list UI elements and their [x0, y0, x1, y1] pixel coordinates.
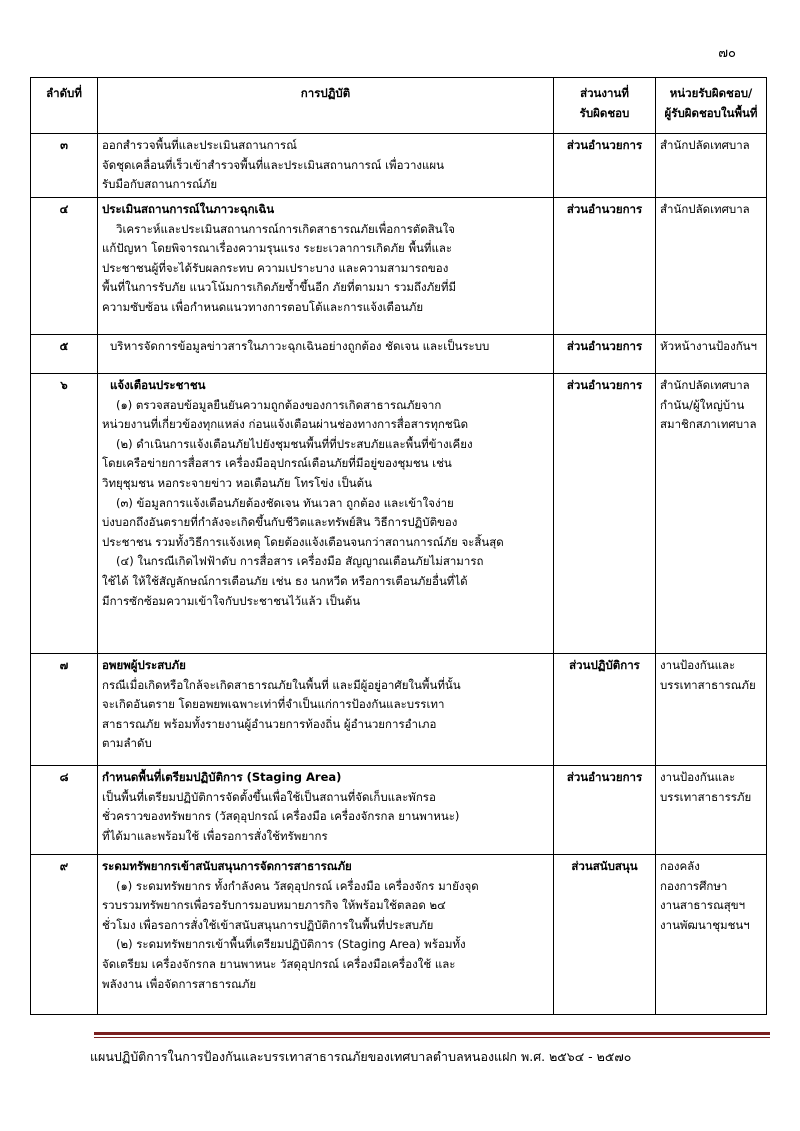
row-action: ออกสำรวจพื้นที่และประเมินสถานการณ์ จัดชุดเคลื่อนที่เร็วเข้าสำรวจพื้นที่และประเมินสถานการณ์ เพื่อวางแผน รับมือกับสถานการณ์ภัย	[98, 134, 554, 198]
row-responsible: กองคลัง กองการศึกษา งานสาธารณสุขฯ งานพัฒนาชุมชนฯ	[656, 855, 767, 1015]
row-agency: ส่วนสนับสนุน	[554, 855, 656, 1015]
row-number: ๔	[31, 198, 98, 335]
row-number: ๗	[31, 654, 98, 766]
row-agency: ส่วนอำนวยการ	[554, 766, 656, 855]
row-agency: ส่วนอำนวยการ	[554, 335, 656, 374]
row-agency: ส่วนปฏิบัติการ	[554, 654, 656, 766]
table-row	[31, 335, 767, 374]
row-action: กำหนดพื้นที่เตรียมปฏิบัติการ (Staging Area) เป็นพื้นที่เตรียมปฏิบัติการจัดตั้งขึ้นเพื่อใช้เป็นสถานที่จัดเก็บและพักรอ ชั่วคราวของทรัพยากร (วัสดุอุปกรณ์ เครื่องมือ เครื่องจักรกล ยานพาหนะ) ที่ได้มาและพร้อมใช้ เพื่อรอการสั่งใช้ทรัพยากร	[98, 766, 554, 855]
row-number: ๙	[31, 855, 98, 1015]
table-row	[31, 374, 767, 654]
row-action: ประเมินสถานการณ์ในภาวะฉุกเฉิน วิเคราะห์และประเมินสถานการณ์การเกิดสาธารณภัยเพื่อการตัดสินใจ แก้ปัญหา โดยพิจารณาเรื่องความรุนแรง ระยะเวลาการเกิดภัย พื้นที่และ ประชาชนผู้ที่จะได้รับผลกระทบ ความเปราะบาง และความสามารถของ พื้นที่ในการรับภัย แนวโน้มการเกิดภัยซ้ำขึ้นอีก ภัยที่ตามมา รวมถึงภัยที่มี ความซับซ้อน เพื่อกำหนดแนวทางการตอบโต้และการแจ้งเตือนภัย	[98, 198, 554, 335]
page-number: ๗๐	[718, 46, 736, 61]
header-action: การปฏิบัติ	[98, 78, 554, 134]
header-agency: ส่วนงานที่ รับผิดชอบ	[554, 78, 656, 134]
row-responsible: สำนักปลัดเทศบาล	[656, 134, 767, 198]
row-responsible: งานป้องกันและ บรรเทาสาธารณภัย	[656, 654, 767, 766]
row-agency: ส่วนอำนวยการ	[554, 198, 656, 335]
row-number: ๖	[31, 374, 98, 654]
table-header-row	[31, 78, 767, 134]
table-row	[31, 855, 767, 1015]
row-action: บริหารจัดการข้อมูลข่าวสารในภาวะฉุกเฉินอย่างถูกต้อง ชัดเจน และเป็นระบบ	[98, 335, 554, 374]
footer-divider-thin	[94, 1037, 770, 1038]
row-number: ๕	[31, 335, 98, 374]
row-number: ๓	[31, 134, 98, 198]
row-action: อพยพผู้ประสบภัย กรณีเมื่อเกิดหรือใกล้จะเกิดสาธารณภัยในพื้นที่ และมีผู้อยู่อาศัยในพื้นที่นั้น จะเกิดอันตราย โดยอพยพเฉพาะเท่าที่จำเป็นแก่การป้องกันและบรรเทา สาธารณภัย พร้อมทั้งรายงานผู้อำนวยการท้องถิ่น ผู้อำนวยการอำเภอ ตามลำดับ	[98, 654, 554, 766]
header-sequence: ลำดับที่	[31, 78, 98, 134]
row-action: ระดมทรัพยากรเข้าสนับสนุนการจัดการสาธารณภัย (๑) ระดมทรัพยากร ทั้งกำลังคน วัสดุอุปกรณ์ เครื่องมือ เครื่องจักร มายังจุด รวบรวมทรัพยากรเพื่อรอรับการมอบหมายภารกิจ ให้พร้อมใช้ตลอด ๒๔ ชั่วโมง เพื่อรอการสั่งใช้เข้าสนับสนุนการปฏิบัติการในพื้นที่ประสบภัย (๒) ระดมทรัพยากรเข้าพื้นที่เตรียมปฏิบัติการ (Staging Area) พร้อมทั้ง จัดเตรียม เครื่องจักรกล ยานพาหนะ วัสดุอุปกรณ์ เครื่องมือเครื่องใช้ และ พลังงาน เพื่อจัดการสาธารณภัย	[98, 855, 554, 1015]
row-responsible: งานป้องกันและ บรรเทาสาธารรภัย	[656, 766, 767, 855]
header-responsible: หน่วยรับผิดชอบ/ ผู้รับผิดชอบในพื้นที่	[656, 78, 767, 134]
table-row	[31, 134, 767, 198]
footer-plan-title: แผนปฏิบัติการในการป้องกันและบรรเทาสาธารณภัยของเทศบาลตำบลหนองแฝก พ.ศ. ๒๕๖๔ - ๒๕๗๐	[90, 1049, 632, 1064]
row-number: ๘	[31, 766, 98, 855]
row-responsible: สำนักปลัดเทศบาล	[656, 198, 767, 335]
table-row	[31, 198, 767, 335]
footer-divider-thick	[94, 1032, 770, 1035]
table-row	[31, 654, 767, 766]
table-row	[31, 766, 767, 855]
row-responsible: หัวหน้างานป้องกันฯ	[656, 335, 767, 374]
row-responsible: สำนักปลัดเทศบาล กำนัน/ผู้ใหญ่บ้าน สมาชิกสภาเทศบาล	[656, 374, 767, 654]
row-agency: ส่วนอำนวยการ	[554, 134, 656, 198]
row-agency: ส่วนอำนวยการ	[554, 374, 656, 654]
row-action: แจ้งเตือนประชาชน (๑) ตรวจสอบข้อมูลยืนยันความถูกต้องของการเกิดสาธารณภัยจาก หน่วยงานที่เกี่ยวข้องทุกแหล่ง ก่อนแจ้งเตือนผ่านช่องทางการสื่อสารทุกชนิด (๒) ดำเนินการแจ้งเตือนภัยไปยังชุมชนพื้นที่ที่ประสบภัยและพื้นที่ข้างเคียง โดยเครือข่ายการสื่อสาร เครื่องมืออุปกรณ์เตือนภัยที่มีอยู่ของชุมชน เช่น วิทยุชุมชน หอกระจายข่าว หอเตือนภัย โทรโข่ง เป็นต้น (๓) ข้อมูลการแจ้งเตือนภัยต้องชัดเจน ทันเวลา ถูกต้อง และเข้าใจง่าย บ่งบอกถึงอันตรายที่กำลังจะเกิดขึ้นกับชีวิตและทรัพย์สิน วิธีการปฏิบัติของ ประชาชน รวมทั้งวิธีการแจ้งเหตุ โดยต้องแจ้งเตือนจนกว่าสถานการณ์ภัย จะสิ้นสุด (๔) ในกรณีเกิดไฟฟ้าดับ การสื่อสาร เครื่องมือ สัญญาณเตือนภัยไม่สามารถ ใช้ได้ ให้ใช้สัญลักษณ์การเตือนภัย เช่น ธง นกหวีด หรือการเตือนภัยอื่นที่ได้ มีการซักซ้อมความเข้าใจกับประชาชนไว้แล้ว เป็นต้น	[98, 374, 554, 654]
action-plan-table	[30, 77, 767, 1015]
